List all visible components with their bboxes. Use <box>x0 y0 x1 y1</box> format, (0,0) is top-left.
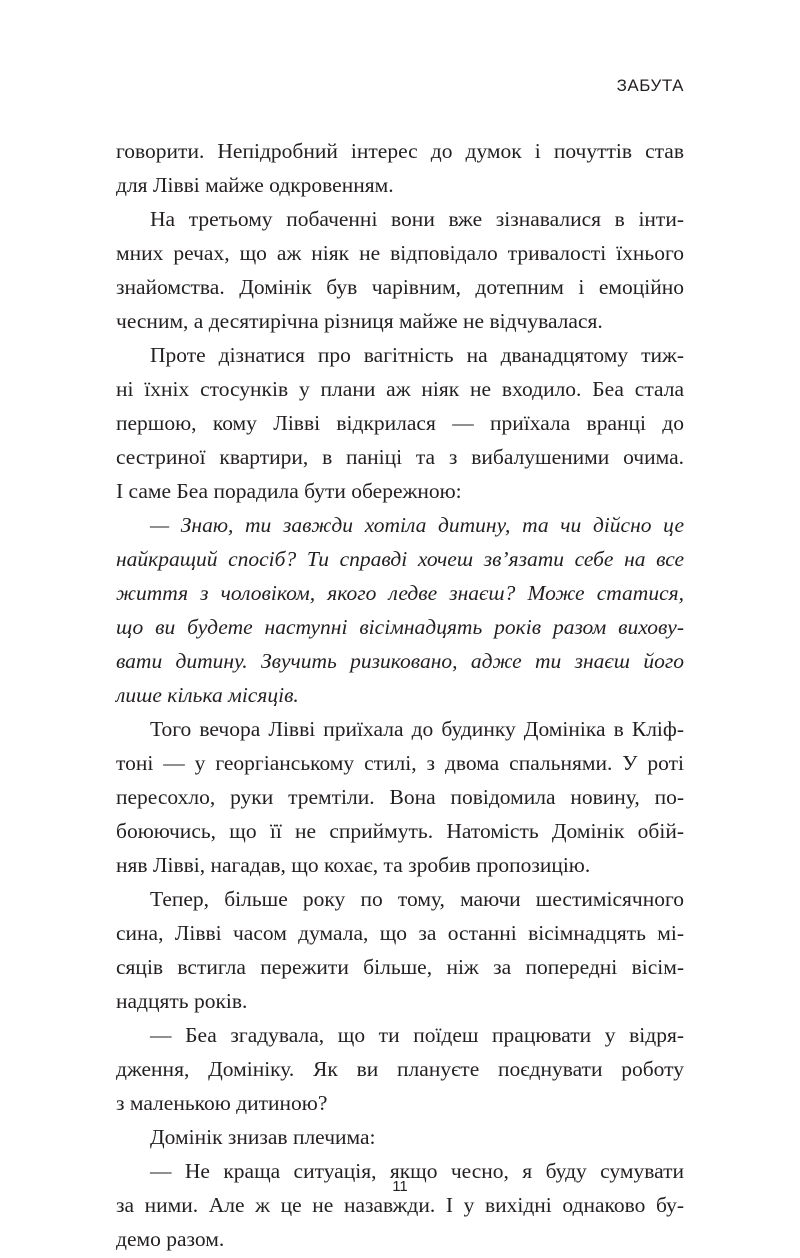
text-line: чесним, а десятирічна різниця майже не відчувалася. <box>116 309 603 333</box>
text-line: пересохло, руки тремтіли. Вона повідомила новину, по- <box>116 785 684 809</box>
text-line: На третьому побаченні вони вже зізнавалися в інти- <box>150 207 684 231</box>
quoted-line: життя з чоловіком, якого ледве знаєш? Може статися, <box>116 581 684 605</box>
quoted-line: вати дитину. Звучить ризиковано, адже ти знаєш його <box>116 649 684 673</box>
text-line: Домінік знизав плечима: <box>150 1125 376 1149</box>
text-line: надцять років. <box>116 989 248 1013</box>
text-line: говорити. Непідробний інтерес до думок і почуттів став <box>116 139 684 163</box>
text-line: сестриної квартири, в паніці та з вибалушеними очима. <box>116 445 684 469</box>
text-line: дження, Домініку. Як ви плануєте поєднувати роботу <box>116 1057 684 1081</box>
text-line: Проте дізнатися про вагітність на дванадцятому тиж- <box>150 343 684 367</box>
text-line: няв Лівві, нагадав, що кохає, та зробив пропозицію. <box>116 853 591 877</box>
text-line: для Ліввi майже одкровенням. <box>116 173 394 197</box>
text-line: — Беа згадувала, що ти поїдеш працювати у відря- <box>150 1023 684 1047</box>
text-line: — Не краща ситуація, якщо чесно, я буду сумувати <box>150 1159 684 1183</box>
quoted-line: що ви будете наступні вісімнадцять років разом вихову- <box>116 615 684 639</box>
running-head: ЗАБУТА <box>616 76 684 95</box>
text-line: тоні — у георгіанському стилі, з двома спальнями. У роті <box>116 751 684 775</box>
text-line: боюючись, що її не сприймуть. Натомість Домінік обій- <box>116 819 684 843</box>
text-line: І саме Беа порадила бути обережною: <box>116 479 462 503</box>
text-line: Того вечора Лівві приїхала до будинку Домініка в Кліф- <box>150 717 684 741</box>
text-line: ні їхніх стосунків у плани аж ніяк не входило. Беа стала <box>116 377 684 401</box>
text-line: з маленькою дитиною? <box>116 1091 328 1115</box>
quoted-line: найкращий спосіб? Ти справді хочеш зв’язати себе на все <box>116 547 684 571</box>
text-line: демо разом. <box>116 1227 225 1251</box>
text-line: сина, Лівві часом думала, що за останні вісімнадцять мі- <box>116 921 684 945</box>
page-number: 11 <box>392 1178 408 1195</box>
body-text <box>116 134 684 1256</box>
text-line: Тепер, більше року по тому, маючи шестимісячного <box>150 887 684 911</box>
text-line: знайомства. Домінік був чарівним, дотепним і емоційно <box>116 275 684 299</box>
text-line: сяців встигла пережити більше, ніж за попередні вісім- <box>116 955 684 979</box>
quoted-line: лише кілька місяців. <box>116 683 299 707</box>
quoted-line: — Знаю, ти завжди хотіла дитину, та чи дійсно це <box>150 513 684 537</box>
text-line: першою, кому Лівві відкрилася — приїхала вранці до <box>116 411 684 435</box>
text-line: мних речах, що аж ніяк не відповідало тривалості їхнього <box>116 241 684 265</box>
text-line: за ними. Але ж це не назавжди. І у вихідні однаково бу- <box>116 1193 684 1217</box>
